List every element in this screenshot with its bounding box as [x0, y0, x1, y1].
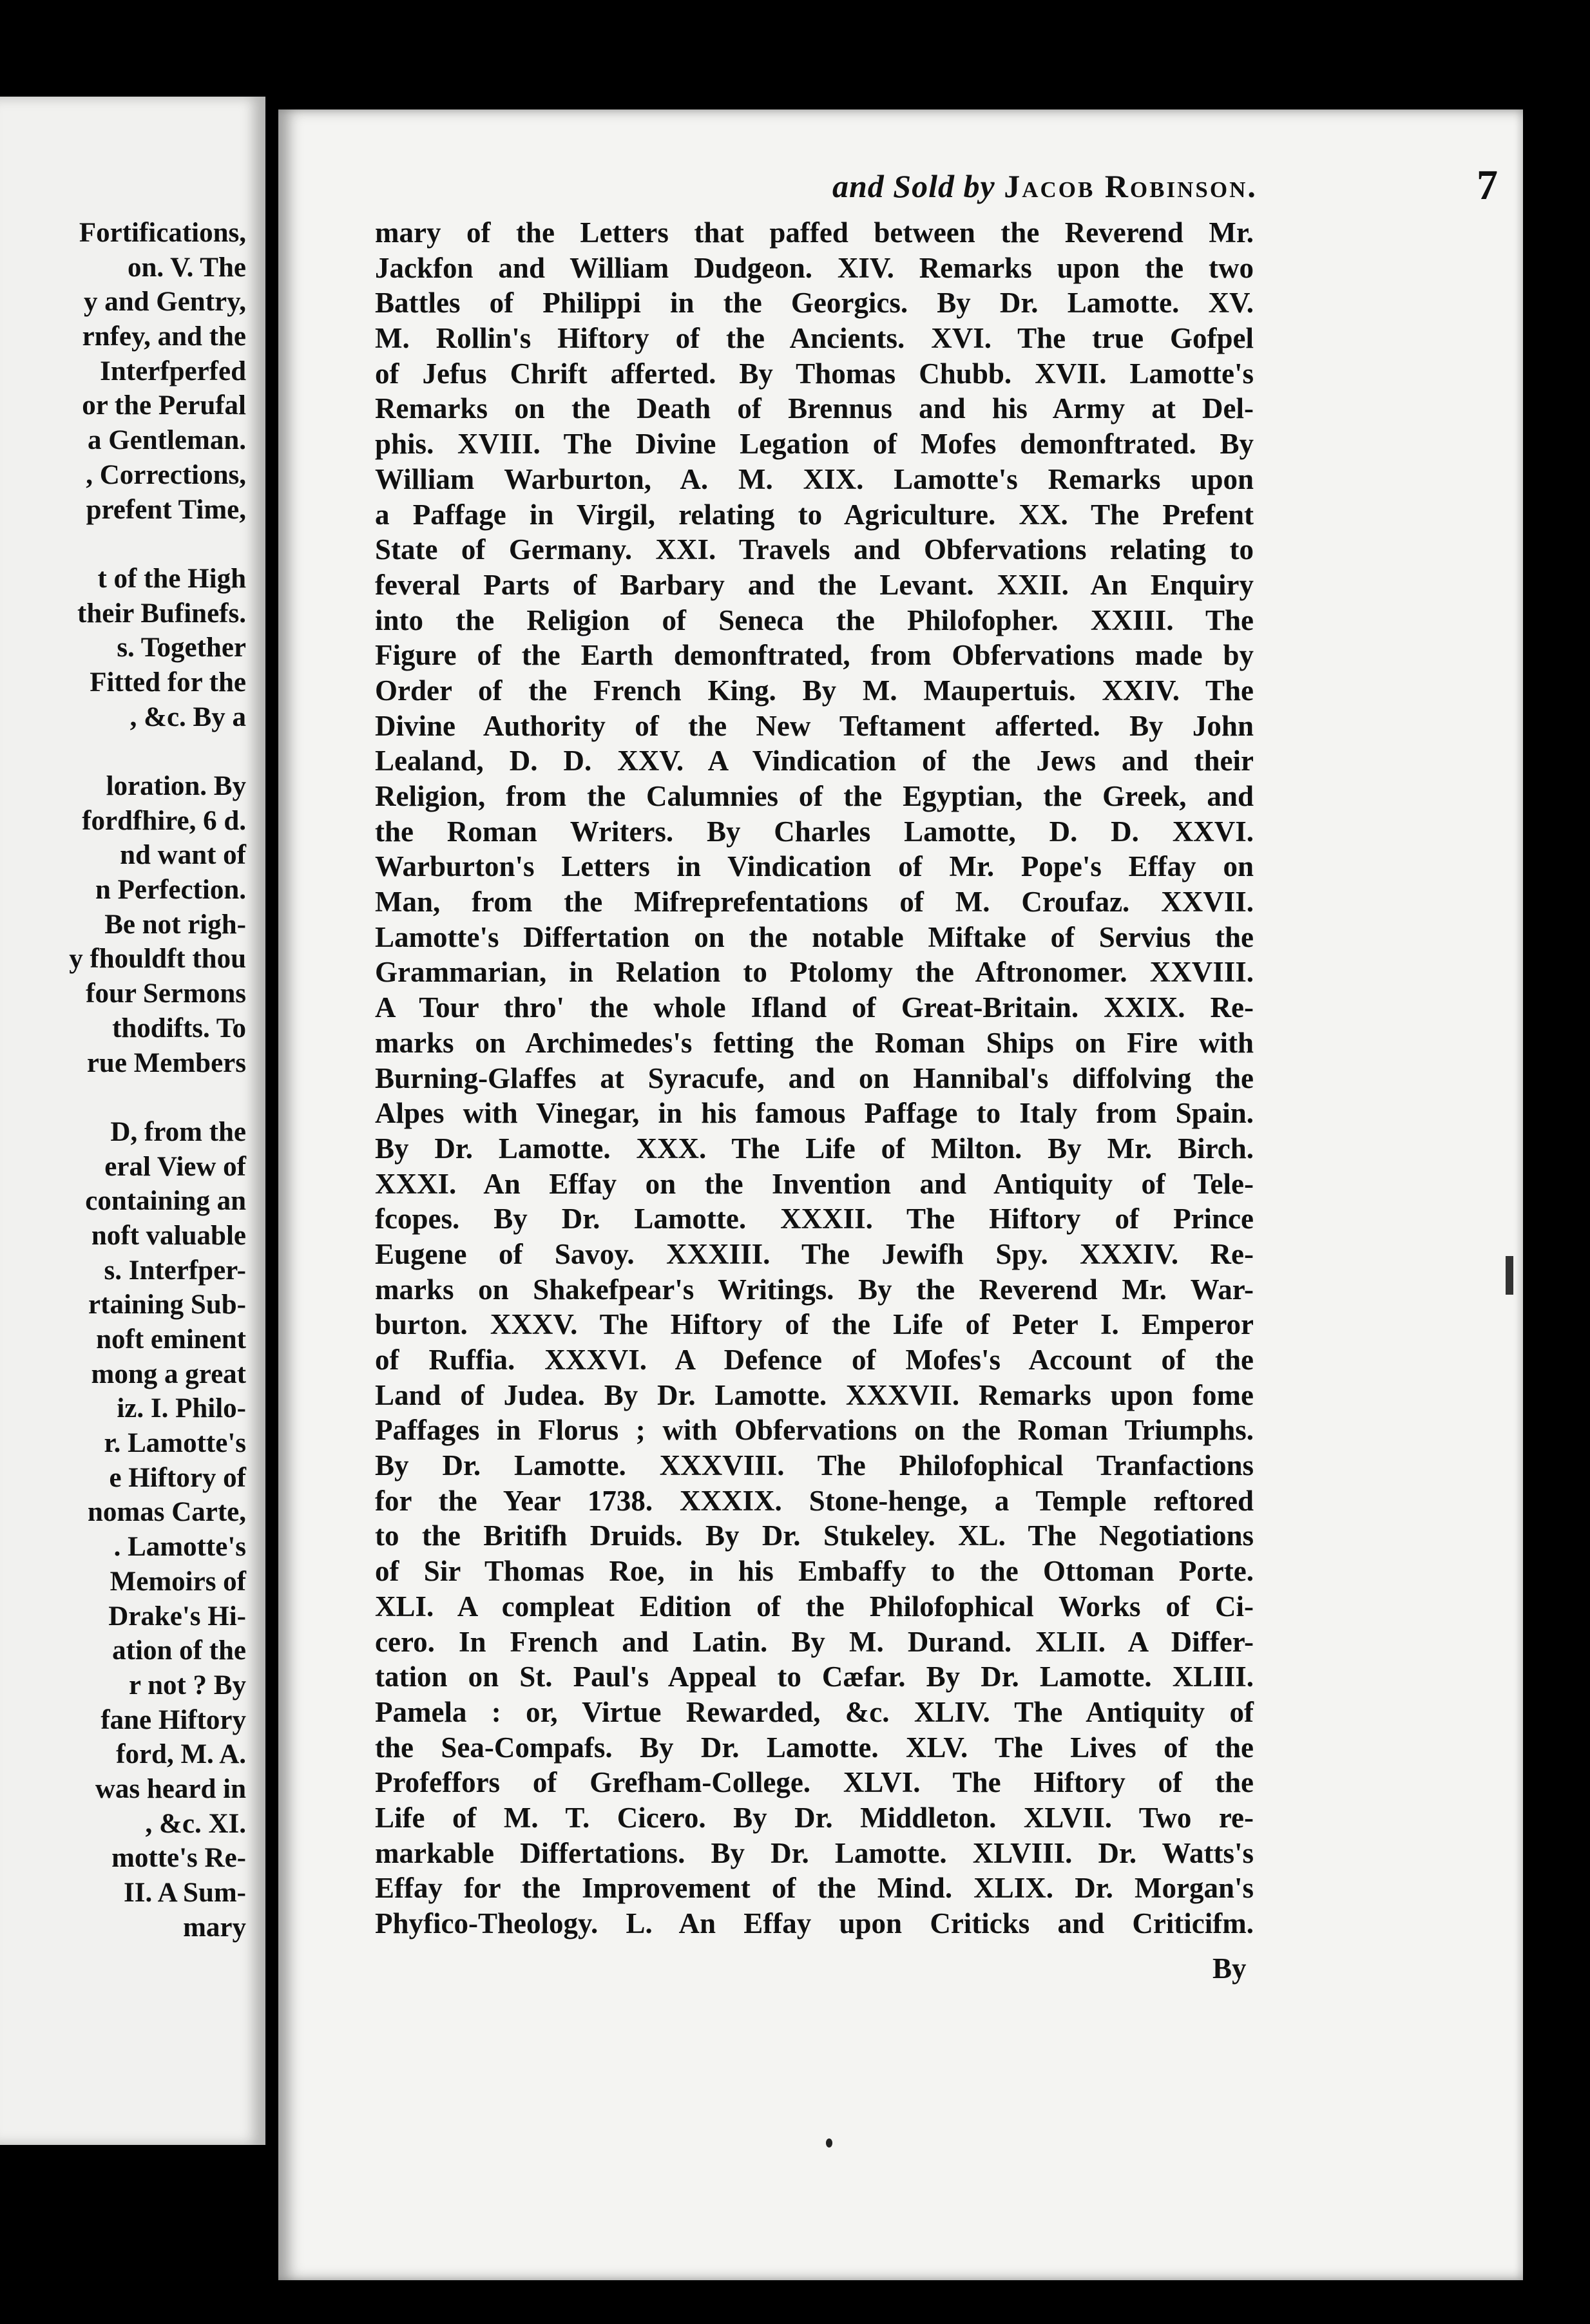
- text-line: Profeffors of Grefham-College. XLVI. The Hiftory of the: [375, 1766, 1254, 1799]
- left-text-line: r. Lamotte's: [104, 1428, 246, 1459]
- text-line: feveral Parts of Barbary and the Levant. XXII. An Enquiry: [375, 568, 1254, 601]
- header-name: Jacob Robinson.: [1004, 168, 1258, 204]
- text-line: Alpes with Vinegar, in his famous Paffage to Italy from Spain.: [375, 1097, 1254, 1130]
- text-line: marks on Shakefpear's Writings. By the Reverend Mr. War-: [375, 1273, 1254, 1306]
- left-text-line: [0, 1080, 246, 1115]
- text-line: Man, from the Mifreprefentations of M. Croufaz. XXVII.: [375, 886, 1254, 919]
- left-text-line: rnfey, and the: [82, 321, 246, 352]
- left-text-line: on. V. The: [127, 252, 246, 283]
- left-text-line: . Lamotte's: [113, 1532, 246, 1563]
- left-text-line: t of the High: [97, 563, 246, 594]
- left-text-line: noft eminent: [96, 1324, 246, 1355]
- left-text-line: was heard in: [95, 1773, 246, 1804]
- left-page-fragment: [0, 97, 265, 2145]
- text-line: Phyfico-Theology. L. An Effay upon Criticks and Criticifm.: [375, 1907, 1254, 1939]
- text-line: By Dr. Lamotte. XXX. The Life of Milton. By Mr. Birch.: [375, 1132, 1254, 1165]
- text-line: Eugene of Savoy. XXXIII. The Jewifh Spy. XXXIV. Re-: [375, 1237, 1254, 1270]
- left-text-line: Be not righ-: [104, 909, 246, 940]
- left-text-line: II. A Sum-: [124, 1878, 246, 1908]
- left-text-line: y fhouldft thou: [69, 944, 246, 975]
- catchword: By: [1212, 1952, 1247, 1985]
- text-line: William Warburton, A. M. XIX. Lamotte's Remarks upon: [375, 462, 1254, 495]
- left-text-line: [0, 734, 246, 769]
- text-line: for the Year 1738. XXXIX. Stone-henge, a Temple reftored: [375, 1484, 1254, 1517]
- ink-speck: [826, 2138, 832, 2148]
- left-text-line: eral View of: [104, 1151, 246, 1182]
- left-text-line: containing an: [85, 1186, 246, 1217]
- text-line: to the Britifh Druids. By Dr. Stukeley. XL. The Negotiations: [375, 1519, 1254, 1552]
- left-text-line: a Gentleman.: [87, 425, 246, 456]
- body-text: [375, 215, 1254, 1941]
- page-number: 7: [1477, 162, 1498, 209]
- running-header: [562, 162, 1528, 219]
- book-page: [278, 110, 1523, 2280]
- text-line: Religion, from the Calumnies of the Egyptian, the Greek, and: [375, 780, 1254, 812]
- text-line: burton. XXXV. The Hiftory of the Life of Peter I. Emperor: [375, 1308, 1254, 1341]
- text-line: the Roman Writers. By Charles Lamotte, D. D. XXVI.: [375, 815, 1254, 848]
- left-text-line: , &c. XI.: [145, 1808, 246, 1839]
- left-text-line: r not ? By: [129, 1670, 246, 1700]
- text-line: mary of the Letters that paffed between the Reverend Mr.: [375, 216, 1254, 249]
- left-text-line: or the Perufal: [82, 390, 246, 421]
- text-line: Effay for the Improvement of the Mind. XLIX. Dr. Morgan's: [375, 1872, 1254, 1905]
- left-page-text: [0, 216, 246, 1945]
- text-line: cero. In French and Latin. By M. Durand. XLII. A Differ-: [375, 1625, 1254, 1658]
- text-line: of Jefus Chrift afferted. By Thomas Chubb. XVII. Lamotte's: [375, 357, 1254, 390]
- left-text-line: Fortifications,: [79, 218, 246, 248]
- text-line: Battles of Philippi in the Georgics. By Dr. Lamotte. XV.: [375, 287, 1254, 319]
- text-line: into the Religion of Seneca the Philofopher. XXIII. The: [375, 604, 1254, 636]
- left-text-line: nomas Carte,: [87, 1497, 246, 1528]
- left-text-line: s. Interfper-: [104, 1255, 246, 1286]
- left-text-line: prefent Time,: [86, 494, 246, 525]
- left-text-line: mary: [183, 1912, 246, 1943]
- left-text-line: Fitted for the: [90, 667, 246, 698]
- text-line: Life of M. T. Cicero. By Dr. Middleton. XLVII. Two re-: [375, 1801, 1254, 1834]
- left-text-line: , &c. By a: [129, 701, 246, 732]
- left-text-line: their Bufinefs.: [77, 598, 246, 629]
- text-line: M. Rollin's Hiftory of the Ancients. XVI. The true Gofpel: [375, 322, 1254, 355]
- left-text-line: ation of the: [112, 1635, 246, 1666]
- left-text-line: , Corrections,: [86, 459, 246, 490]
- left-text-line: Drake's Hi-: [108, 1601, 246, 1632]
- left-text-line: four Sermons: [86, 978, 246, 1009]
- header-text: [832, 167, 1258, 205]
- left-text-line: motte's Re-: [111, 1843, 246, 1874]
- left-text-line: rue Members: [86, 1047, 246, 1078]
- left-text-line: [0, 527, 246, 562]
- text-line: Lealand, D. D. XXV. A Vindication of the Jews and their: [375, 745, 1254, 777]
- left-text-line: e Hiftory of: [109, 1462, 246, 1493]
- text-line: Order of the French King. By M. Maupertuis. XXIV. The: [375, 674, 1254, 707]
- text-line: the Sea-Compafs. By Dr. Lamotte. XLV. The Lives of the: [375, 1731, 1254, 1764]
- left-text-line: noft valuable: [91, 1220, 246, 1251]
- left-text-line: ford, M. A.: [116, 1739, 246, 1770]
- text-line: Jackfon and William Dudgeon. XIV. Remarks upon the two: [375, 251, 1254, 284]
- left-text-line: iz. I. Philo-: [117, 1393, 246, 1424]
- text-line: A Tour thro' the whole Ifland of Great-Britain. XXIX. Re-: [375, 991, 1254, 1024]
- left-text-line: mong a great: [91, 1358, 246, 1389]
- text-line: phis. XVIII. The Divine Legation of Mofes demonftrated. By: [375, 428, 1254, 461]
- text-line: Remarks on the Death of Brennus and his Army at Del-: [375, 392, 1254, 425]
- left-text-line: fordfhire, 6 d.: [82, 805, 246, 836]
- text-line: State of Germany. XXI. Travels and Obfervations relating to: [375, 533, 1254, 566]
- text-line: of Sir Thomas Roe, in his Embaffy to the Ottoman Porte.: [375, 1555, 1254, 1588]
- text-line: Figure of the Earth demonftrated, from Obfervations made by: [375, 639, 1254, 672]
- text-line: Divine Authority of the New Teftament afferted. By John: [375, 709, 1254, 742]
- text-line: Warburton's Letters in Vindication of Mr. Pope's Effay on: [375, 850, 1254, 883]
- text-line: Grammarian, in Relation to Ptolomy the Aftronomer. XXVIII.: [375, 956, 1254, 989]
- left-text-line: fane Hiftory: [101, 1704, 246, 1735]
- left-text-line: n Perfection.: [95, 875, 246, 906]
- text-line: Lamotte's Differtation on the notable Miftake of Servius the: [375, 920, 1254, 953]
- text-line: Land of Judea. By Dr. Lamotte. XXXVII. Remarks upon fome: [375, 1378, 1254, 1411]
- text-line: tation on St. Paul's Appeal to Cæfar. By Dr. Lamotte. XLIII.: [375, 1661, 1254, 1693]
- left-text-line: Interfperfed: [100, 356, 246, 386]
- text-line: By Dr. Lamotte. XXXVIII. The Philofophical Tranfactions: [375, 1449, 1254, 1482]
- left-text-line: rtaining Sub-: [88, 1290, 246, 1320]
- text-line: Pamela : or, Virtue Rewarded, &c. XLIV. The Antiquity of: [375, 1695, 1254, 1728]
- text-line: XXXI. An Effay on the Invention and Antiquity of Tele-: [375, 1167, 1254, 1200]
- left-text-line: D, from the: [110, 1116, 246, 1147]
- text-line: Burning-Glaffes at Syracufe, and on Hannibal's diffolving the: [375, 1062, 1254, 1094]
- left-text-line: Memoirs of: [110, 1566, 246, 1597]
- left-text-line: s. Together: [117, 633, 246, 663]
- text-line: markable Differtations. By Dr. Lamotte. XLVIII. Dr. Watts's: [375, 1836, 1254, 1869]
- text-line: a Paffage in Virgil, relating to Agriculture. XX. The Prefent: [375, 498, 1254, 531]
- text-line: of Ruffia. XXXVI. A Defence of Mofes's Account of the: [375, 1344, 1254, 1376]
- header-italic: and Sold by: [832, 168, 995, 204]
- text-line: fcopes. By Dr. Lamotte. XXXII. The Hiftory of Prince: [375, 1203, 1254, 1235]
- text-line: marks on Archimedes's fetting the Roman Ships on Fire with: [375, 1026, 1254, 1059]
- left-text-line: nd want of: [120, 840, 246, 871]
- left-text-line: y and Gentry,: [83, 287, 246, 318]
- page-edge-mark: [1506, 1256, 1513, 1295]
- text-line: XLI. A compleat Edition of the Philofophical Works of Ci-: [375, 1590, 1254, 1623]
- left-text-line: loration. By: [106, 771, 246, 801]
- left-text-line: thodifts. To: [112, 1013, 246, 1043]
- text-line: Paffages in Florus ; with Obfervations on the Roman Triumphs.: [375, 1414, 1254, 1447]
